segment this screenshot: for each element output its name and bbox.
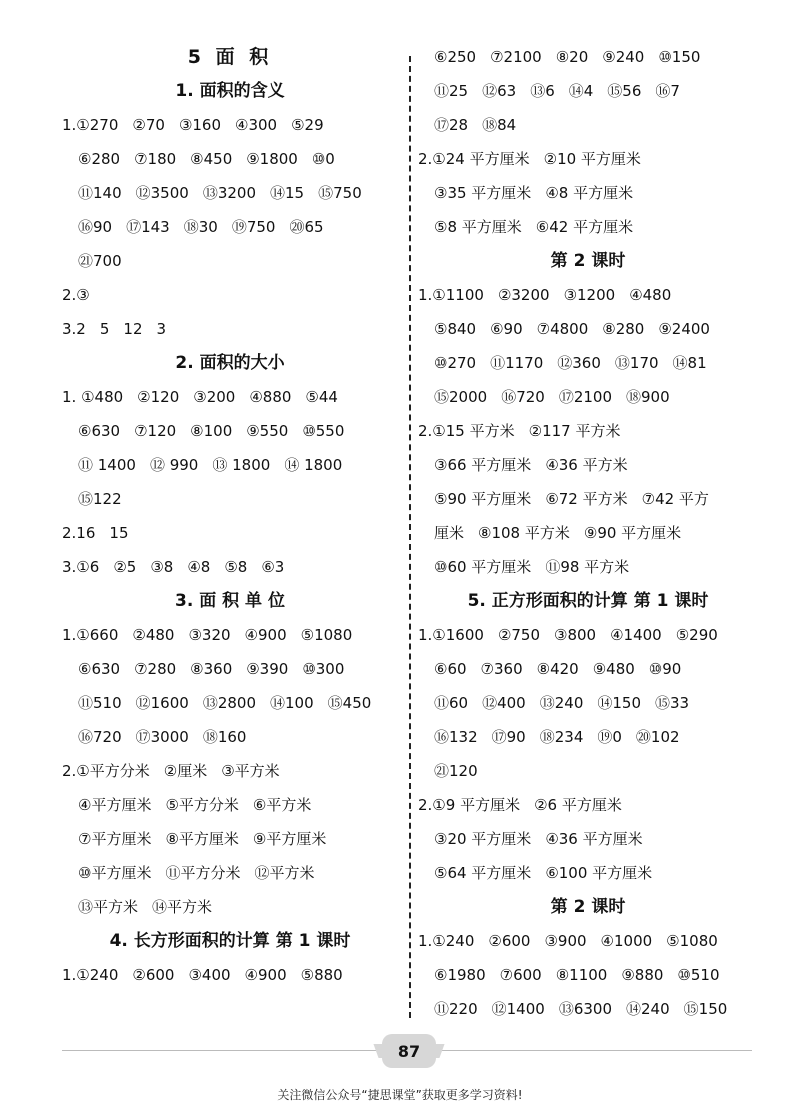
answer-item: ⑩60 平方厘米 — [434, 558, 532, 576]
answer-item: ⑲0 — [597, 728, 622, 746]
answer-item: ⑮150 — [683, 1000, 728, 1018]
answer-item: ⑭150 — [597, 694, 642, 712]
right-answer-column — [418, 40, 758, 1026]
answer-line — [418, 142, 758, 176]
answer-item: ③400 — [188, 966, 231, 984]
answer-item: ④8 平方厘米 — [545, 184, 634, 202]
answer-item: ②750 — [497, 626, 541, 644]
answer-line — [418, 618, 758, 652]
answer-item: ⑫400 — [482, 694, 526, 712]
answer-item: ③66 平方厘米 — [434, 456, 532, 474]
answer-line — [62, 414, 398, 448]
answer-item: ③35 平方厘米 — [434, 184, 532, 202]
answer-item: ⑨480 — [592, 660, 635, 678]
answer-line — [62, 720, 398, 754]
answer-item: ⑬3200 — [202, 184, 257, 202]
answer-item: ⑥60 — [434, 660, 467, 678]
answer-item: ⑧360 — [190, 660, 233, 678]
page-number-badge — [382, 1034, 436, 1068]
answer-item: ⑤64 平方厘米 — [434, 864, 532, 882]
answer-item: ⑥280 — [78, 150, 121, 168]
answer-item: 12 — [123, 320, 143, 338]
answer-item: 1.①240 — [418, 932, 475, 950]
answer-item: ②120 — [137, 388, 180, 406]
answer-item: ⑤880 — [300, 966, 343, 984]
answer-item: ⑧20 — [555, 48, 589, 66]
answer-item: ⑱84 — [482, 116, 517, 134]
answer-item: ⑮33 — [655, 694, 690, 712]
answer-line — [62, 278, 398, 312]
answer-item: ⑱30 — [183, 218, 218, 236]
answer-item: ③20 平方厘米 — [434, 830, 532, 848]
answer-item: ③800 — [554, 626, 597, 644]
answer-item: ②600 — [488, 932, 531, 950]
answer-item: ④900 — [244, 626, 287, 644]
answer-line — [418, 788, 758, 822]
answer-item: ⑥平方米 — [252, 796, 312, 814]
answer-line — [418, 448, 758, 482]
answer-line — [418, 278, 758, 312]
answer-item: ⑩平方厘米 — [78, 864, 152, 882]
answer-item: ⑧1100 — [555, 966, 608, 984]
answer-item: ④1000 — [600, 932, 653, 950]
answer-item: ⑤1080 — [666, 932, 718, 950]
answer-item: ⑬平方米 — [78, 898, 139, 916]
answer-item: ⑭平方米 — [152, 898, 213, 916]
answer-item: ⑨550 — [246, 422, 289, 440]
answer-item: 2.16 — [62, 524, 96, 542]
answer-item: ⑪平方分米 — [165, 864, 241, 882]
answer-item: ⑤8 — [224, 558, 248, 576]
answer-item: ②10 平方厘米 — [543, 150, 641, 168]
answer-item: ③160 — [178, 116, 222, 134]
answer-item: ③320 — [188, 626, 231, 644]
answer-item: ⑪220 — [434, 1000, 478, 1018]
answer-line — [418, 720, 758, 754]
answer-item: ⑨1800 — [246, 150, 298, 168]
answer-item: ⑳65 — [289, 218, 324, 236]
answer-item: ②70 — [132, 116, 165, 134]
answer-item: ⑬6 — [530, 82, 555, 100]
answer-line — [62, 516, 398, 550]
answer-item: 1.①240 — [62, 966, 119, 984]
answer-item: ㉑120 — [434, 762, 478, 780]
answer-item: ④880 — [249, 388, 292, 406]
answer-item: ⑨90 平方厘米 — [583, 524, 682, 542]
answer-line — [418, 856, 758, 890]
answer-line — [62, 652, 398, 686]
answer-item: ⑪25 — [434, 82, 469, 100]
answer-item: ⑫3500 — [135, 184, 189, 202]
answer-item: ⑩510 — [677, 966, 720, 984]
answer-line — [62, 890, 398, 924]
answer-item: ⑬6300 — [558, 1000, 613, 1018]
answer-line — [418, 176, 758, 210]
section-heading: 4. 长方形面积的计算 第 1 课时 — [109, 931, 351, 951]
answer-item: 1.①1600 — [418, 626, 484, 644]
answer-item: ⑥3 — [261, 558, 285, 576]
answer-item: ②600 — [132, 966, 175, 984]
answer-line — [62, 108, 398, 142]
section-heading: 5. 正方形面积的计算 第 1 课时 — [467, 591, 709, 611]
answer-item: ⑧280 — [602, 320, 645, 338]
answer-item: 1.①270 — [62, 116, 119, 134]
answer-item: ⑲750 — [231, 218, 276, 236]
answer-item: 3.①6 — [62, 558, 100, 576]
answer-item: ⑳102 — [635, 728, 680, 746]
answer-item: ⑧420 — [536, 660, 579, 678]
answer-item: ⑥630 — [78, 660, 121, 678]
answer-item: ⑫1400 — [491, 1000, 545, 1018]
answer-item: ⑫ 990 — [149, 456, 199, 474]
answer-line — [418, 40, 758, 74]
answer-item: 2.③ — [62, 286, 90, 304]
answer-item: ⑮2000 — [434, 388, 488, 406]
section-heading: 5 面 积 — [187, 46, 273, 68]
answer-line — [418, 822, 758, 856]
answer-item: ⑯720 — [78, 728, 122, 746]
answer-item: ⑪1170 — [490, 354, 544, 372]
answer-item: 3.2 — [62, 320, 86, 338]
answer-item: ⑦360 — [480, 660, 523, 678]
answer-item: ⑥72 平方米 — [545, 490, 628, 508]
answer-item: ⑤1080 — [300, 626, 353, 644]
answer-item: ⑫63 — [482, 82, 517, 100]
answer-item: ⑨平方厘米 — [252, 830, 327, 848]
answer-item: ⑫平方米 — [254, 864, 315, 882]
answer-item: ⑱234 — [539, 728, 584, 746]
answer-item: ㉑700 — [78, 252, 122, 270]
answer-item: ⑤90 平方厘米 — [434, 490, 532, 508]
answer-line — [62, 686, 398, 720]
answer-item: ⑨2400 — [658, 320, 710, 338]
answer-item: ⑬ 1800 — [212, 456, 271, 474]
answer-item: ⑯720 — [501, 388, 545, 406]
answer-item: ⑥1980 — [434, 966, 486, 984]
answer-line — [62, 822, 398, 856]
section-heading: 1. 面积的含义 — [175, 81, 285, 101]
answer-item: ⑭240 — [626, 1000, 670, 1018]
answer-line — [418, 346, 758, 380]
answer-item: 5 — [99, 320, 110, 338]
answer-item: ⑰2100 — [558, 388, 613, 406]
footer-rule-left — [62, 1050, 384, 1051]
answer-item: ⑭4 — [568, 82, 594, 100]
section-heading: 3. 面 积 单 位 — [175, 591, 285, 611]
answer-line — [418, 686, 758, 720]
answer-line — [62, 142, 398, 176]
answer-item: 2.①24 平方厘米 — [418, 150, 530, 168]
answer-item: ⑯90 — [78, 218, 113, 236]
section-heading: 第 2 课时 — [550, 251, 626, 271]
answer-item: ⑧100 — [190, 422, 233, 440]
answer-item: ⑦120 — [134, 422, 177, 440]
section-heading: 2. 面积的大小 — [175, 353, 285, 373]
answer-item: ⑰90 — [491, 728, 526, 746]
answer-item: ⑬170 — [614, 354, 659, 372]
answer-item: 厘米 — [434, 524, 465, 542]
answer-item: ⑬240 — [539, 694, 584, 712]
answer-line — [418, 312, 758, 346]
answer-line — [62, 380, 398, 414]
answer-item: ⑦42 平方 — [641, 490, 709, 508]
footer-rule-right — [434, 1050, 752, 1051]
column-divider — [409, 56, 411, 1018]
answer-line — [418, 924, 758, 958]
answer-item: ⑭ 1800 — [284, 456, 343, 474]
answer-item: ⑥42 平方厘米 — [535, 218, 634, 236]
answer-item: ⑦600 — [499, 966, 542, 984]
answer-item: ⑱160 — [202, 728, 247, 746]
answer-item: ⑮56 — [607, 82, 642, 100]
answer-item: ④8 — [187, 558, 211, 576]
answer-item: ⑮122 — [78, 490, 122, 508]
answer-line — [418, 210, 758, 244]
answer-line — [62, 618, 398, 652]
answer-line — [418, 414, 758, 448]
answer-item: ④36 平方米 — [545, 456, 628, 474]
answer-item: ②117 平方米 — [528, 422, 621, 440]
answer-item: ⑤290 — [675, 626, 718, 644]
answer-item: ④1400 — [610, 626, 662, 644]
answer-line — [62, 482, 398, 516]
answer-item: ⑦4800 — [536, 320, 589, 338]
answer-line — [418, 992, 758, 1026]
answer-line — [418, 108, 758, 142]
answer-item: ④300 — [235, 116, 278, 134]
answer-item: ⑰3000 — [135, 728, 189, 746]
answer-item: ⑫360 — [557, 354, 601, 372]
answer-line — [418, 652, 758, 686]
answer-item: ④480 — [629, 286, 672, 304]
answer-item: ⑧平方厘米 — [165, 830, 239, 848]
answer-item: ⑤8 平方厘米 — [434, 218, 522, 236]
answer-item: ⑤44 — [305, 388, 338, 406]
answer-item: ⑦280 — [134, 660, 177, 678]
answer-item: ⑭81 — [672, 354, 707, 372]
answer-item: 15 — [109, 524, 129, 542]
answer-item: ⑩270 — [434, 354, 477, 372]
answer-item: ⑦平方厘米 — [78, 830, 152, 848]
answer-item: ③900 — [544, 932, 587, 950]
answer-item: ⑮450 — [327, 694, 372, 712]
answer-line — [62, 244, 398, 278]
answer-item: ③平方米 — [221, 762, 280, 780]
answer-item: ⑯132 — [434, 728, 478, 746]
answer-line — [418, 754, 758, 788]
left-answer-column — [62, 40, 398, 992]
answer-line — [418, 516, 758, 550]
answer-item: ⑫1600 — [135, 694, 189, 712]
answer-line — [62, 312, 398, 346]
answer-line — [418, 380, 758, 414]
answer-line — [418, 550, 758, 584]
answer-item: ⑦2100 — [490, 48, 542, 66]
answer-line — [418, 74, 758, 108]
answer-item: ⑪510 — [78, 694, 122, 712]
answer-line — [62, 448, 398, 482]
answer-item: ②480 — [132, 626, 175, 644]
answer-item: ⑩0 — [311, 150, 335, 168]
page-number: 87 — [397, 1041, 421, 1061]
answer-item: ②3200 — [497, 286, 550, 304]
answer-item: 2.①平方分米 — [62, 762, 150, 780]
answer-item: ⑩150 — [658, 48, 701, 66]
answer-item: 1.①1100 — [418, 286, 484, 304]
answer-item: ⑨240 — [602, 48, 645, 66]
answer-item: ②6 平方厘米 — [534, 796, 622, 814]
answer-item: ④平方厘米 — [78, 796, 152, 814]
answer-item: ⑨390 — [246, 660, 289, 678]
answer-item: ⑩550 — [302, 422, 345, 440]
answer-item: ⑧450 — [190, 150, 233, 168]
answer-item: 3 — [156, 320, 167, 338]
answer-item: ⑱900 — [626, 388, 670, 406]
answer-item: ⑯7 — [655, 82, 680, 100]
answer-item: ⑰28 — [434, 116, 469, 134]
answer-item: ⑥90 — [490, 320, 523, 338]
answer-item: 2.①9 平方厘米 — [418, 796, 521, 814]
answer-item: ⑥630 — [78, 422, 121, 440]
answer-line — [62, 856, 398, 890]
answer-line — [62, 550, 398, 584]
answer-item: ②厘米 — [163, 762, 208, 780]
answer-item: ⑥250 — [434, 48, 477, 66]
answer-item: ⑪ 1400 — [78, 456, 136, 474]
answer-item: ⑦180 — [134, 150, 177, 168]
answer-item: ③8 — [150, 558, 174, 576]
answer-line — [418, 482, 758, 516]
answer-line — [62, 176, 398, 210]
answer-line — [62, 754, 398, 788]
section-heading: 第 2 课时 — [550, 897, 626, 917]
answer-line — [62, 210, 398, 244]
answer-item: ⑨880 — [621, 966, 664, 984]
answer-line — [62, 788, 398, 822]
answer-item: ⑭15 — [270, 184, 305, 202]
answer-item: ④900 — [244, 966, 287, 984]
answer-item: ⑧108 平方米 — [478, 524, 570, 542]
answer-line — [62, 958, 398, 992]
footer-note: 关注微信公众号“捷思课堂”获取更多学习资料! — [277, 1088, 523, 1102]
answer-item: ⑤840 — [434, 320, 477, 338]
answer-item: ⑪140 — [78, 184, 122, 202]
answer-item: ③200 — [193, 388, 236, 406]
answer-item: ⑬2800 — [202, 694, 257, 712]
answer-item: 1. ①480 — [62, 388, 124, 406]
answer-item: ⑰143 — [126, 218, 170, 236]
answer-item: 2.①15 平方米 — [418, 422, 515, 440]
answer-item: ⑤平方分米 — [165, 796, 239, 814]
answer-item: 1.①660 — [62, 626, 119, 644]
answer-item: ⑪60 — [434, 694, 469, 712]
answer-item: ⑪98 平方米 — [545, 558, 630, 576]
answer-item: ②5 — [113, 558, 137, 576]
answer-item: ⑥100 平方厘米 — [545, 864, 653, 882]
answer-item: ⑩90 — [648, 660, 682, 678]
answer-line — [418, 958, 758, 992]
answer-item: ⑭100 — [270, 694, 314, 712]
answer-item: ⑮750 — [318, 184, 362, 202]
answer-item: ⑩300 — [302, 660, 345, 678]
answer-item: ⑤29 — [291, 116, 324, 134]
answer-item: ③1200 — [563, 286, 616, 304]
answer-item: ④36 平方厘米 — [545, 830, 643, 848]
